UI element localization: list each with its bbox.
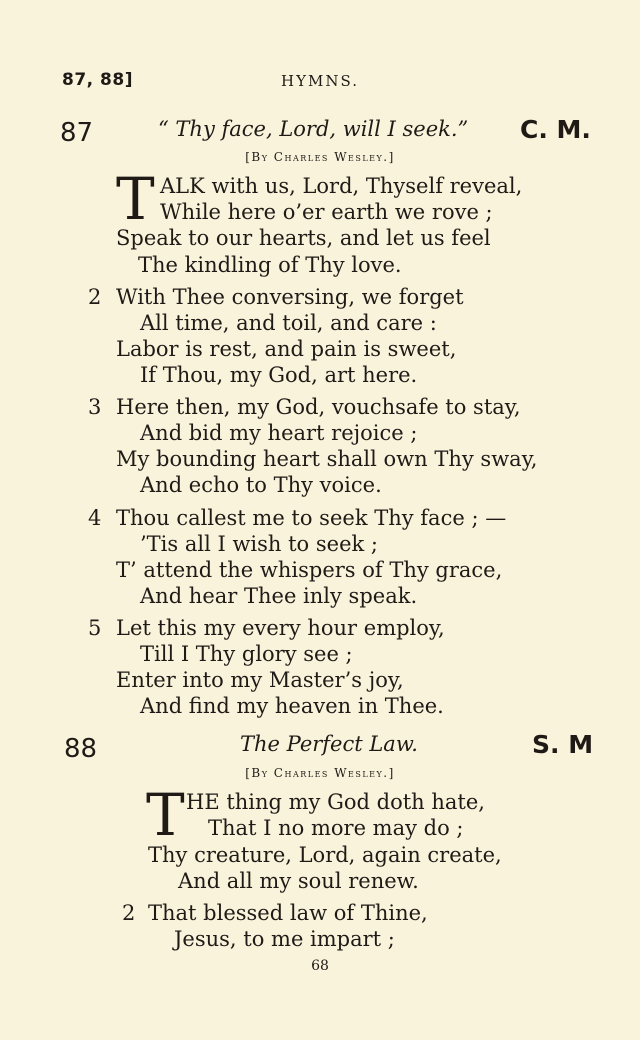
drop-cap: T [116, 165, 155, 233]
verse-number: 3 [88, 395, 102, 419]
verse-line: The kindling of Thy love. [138, 253, 402, 277]
verse-line: Speak to our hearts, and let us feel [116, 226, 491, 250]
verse-line: If Thou, my God, art here. [140, 363, 418, 387]
verse-line: Till I Thy glory see ; [140, 642, 353, 666]
verse-line: My bounding heart shall own Thy sway, [116, 447, 538, 471]
verse-line: Here then, my God, vouchsafe to stay, [116, 395, 521, 419]
verse-line: With Thee conversing, we forget [116, 285, 464, 309]
verse-number: 5 [88, 616, 102, 640]
hymn-author: [By Charles Wesley.] [245, 766, 395, 780]
verse-line: HE thing my God doth hate, [186, 790, 485, 814]
verse-line: And bid my heart rejoice ; [140, 421, 418, 445]
verse-line: And all my soul renew. [178, 869, 419, 893]
hymn-author: [By Charles Wesley.] [245, 150, 395, 164]
verse-line: All time, and toil, and care : [140, 311, 437, 335]
page-number: 68 [311, 958, 329, 974]
verse-number: 4 [88, 506, 102, 530]
hymn-number: 88 [64, 734, 98, 764]
hymn-title: “ Thy face, Lord, will I seek.” [158, 117, 469, 141]
drop-cap: T [146, 781, 185, 849]
hymn-meter: C. M. [520, 115, 591, 144]
hymn-meter: S. M [532, 730, 594, 759]
verse-line: And find my heaven in Thee. [140, 694, 444, 718]
verse-line: T’ attend the whispers of Thy grace, [116, 558, 503, 582]
running-head: HYMNS. [281, 72, 359, 90]
verse-line: That blessed law of Thine, [148, 901, 428, 925]
verse-line: And echo to Thy voice. [140, 473, 382, 497]
verse-line: And hear Thee inly speak. [140, 584, 418, 608]
verse-line: While here o’er earth we rove ; [160, 200, 493, 224]
verse-number: 2 [88, 285, 102, 309]
verse-line: Thou callest me to seek Thy face ; — [116, 506, 507, 530]
verse-line: Enter into my Master’s joy, [116, 668, 404, 692]
verse-line: Jesus, to me impart ; [174, 927, 395, 951]
verse-line: That I no more may do ; [208, 816, 464, 840]
hymn-number: 87 [60, 118, 94, 148]
verse-line: Let this my every hour employ, [116, 616, 445, 640]
verse-line: Labor is rest, and pain is sweet, [116, 337, 457, 361]
verse-line: ’Tis all I wish to seek ; [140, 532, 378, 556]
verse-line: Thy creature, Lord, again create, [148, 843, 502, 867]
verse-number: 2 [122, 901, 136, 925]
page-range-header: 87, 88] [62, 70, 133, 90]
hymn-title: The Perfect Law. [240, 732, 418, 756]
verse-line: ALK with us, Lord, Thyself reveal, [160, 174, 523, 198]
